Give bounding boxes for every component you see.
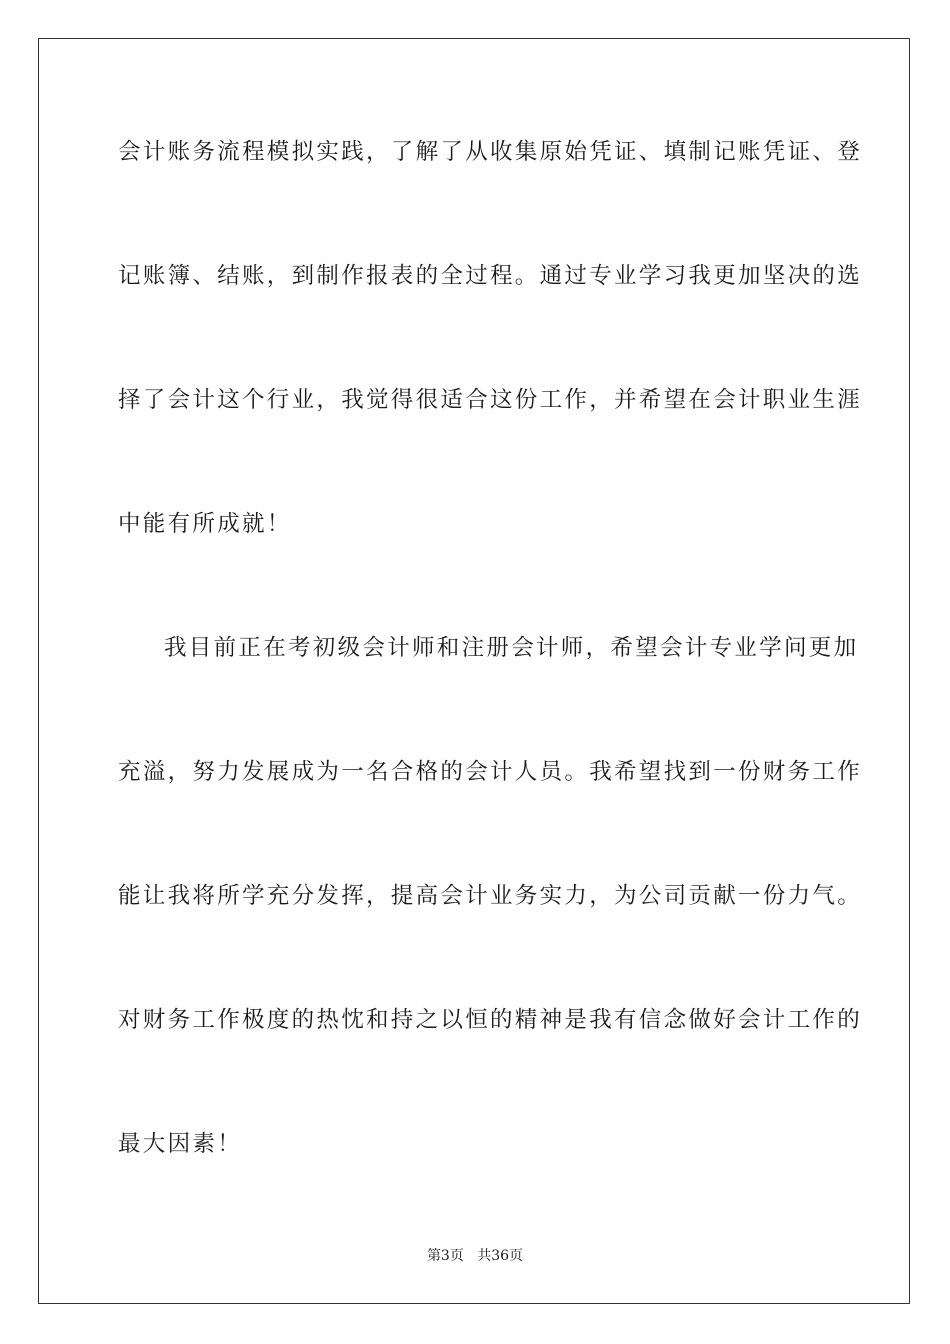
text-line-8: 对财务工作极度的热忱和持之以恒的精神是我有信念做好会计工作的 [118, 1007, 863, 1033]
text-line-1: 会计账务流程模拟实践，了解了从收集原始凭证、填制记账凭证、登 [118, 139, 863, 165]
page-frame [38, 38, 910, 1304]
paragraph-start-line: 我目前正在考初级会计师和注册会计师，希望会计专业学问更加 [164, 635, 859, 661]
text-line-3: 择了会计这个行业，我觉得很适合这份工作，并希望在会计职业生涯 [118, 387, 863, 413]
text-line-4: 中能有所成就！ [118, 511, 292, 537]
page-number: 第3页 [426, 1248, 464, 1264]
text-line-9: 最大因素！ [118, 1131, 243, 1157]
total-pages: 共36页 [477, 1248, 524, 1264]
text-line-2: 记账簿、结账，到制作报表的全过程。通过专业学习我更加坚决的选 [118, 263, 863, 289]
text-line-6: 充溢，努力发展成为一名合格的会计人员。我希望找到一份财务工作 [118, 759, 863, 785]
text-line-7: 能让我将所学充分发挥，提高会计业务实力，为公司贡献一份力气。 [118, 883, 863, 909]
page-footer [0, 1246, 950, 1266]
